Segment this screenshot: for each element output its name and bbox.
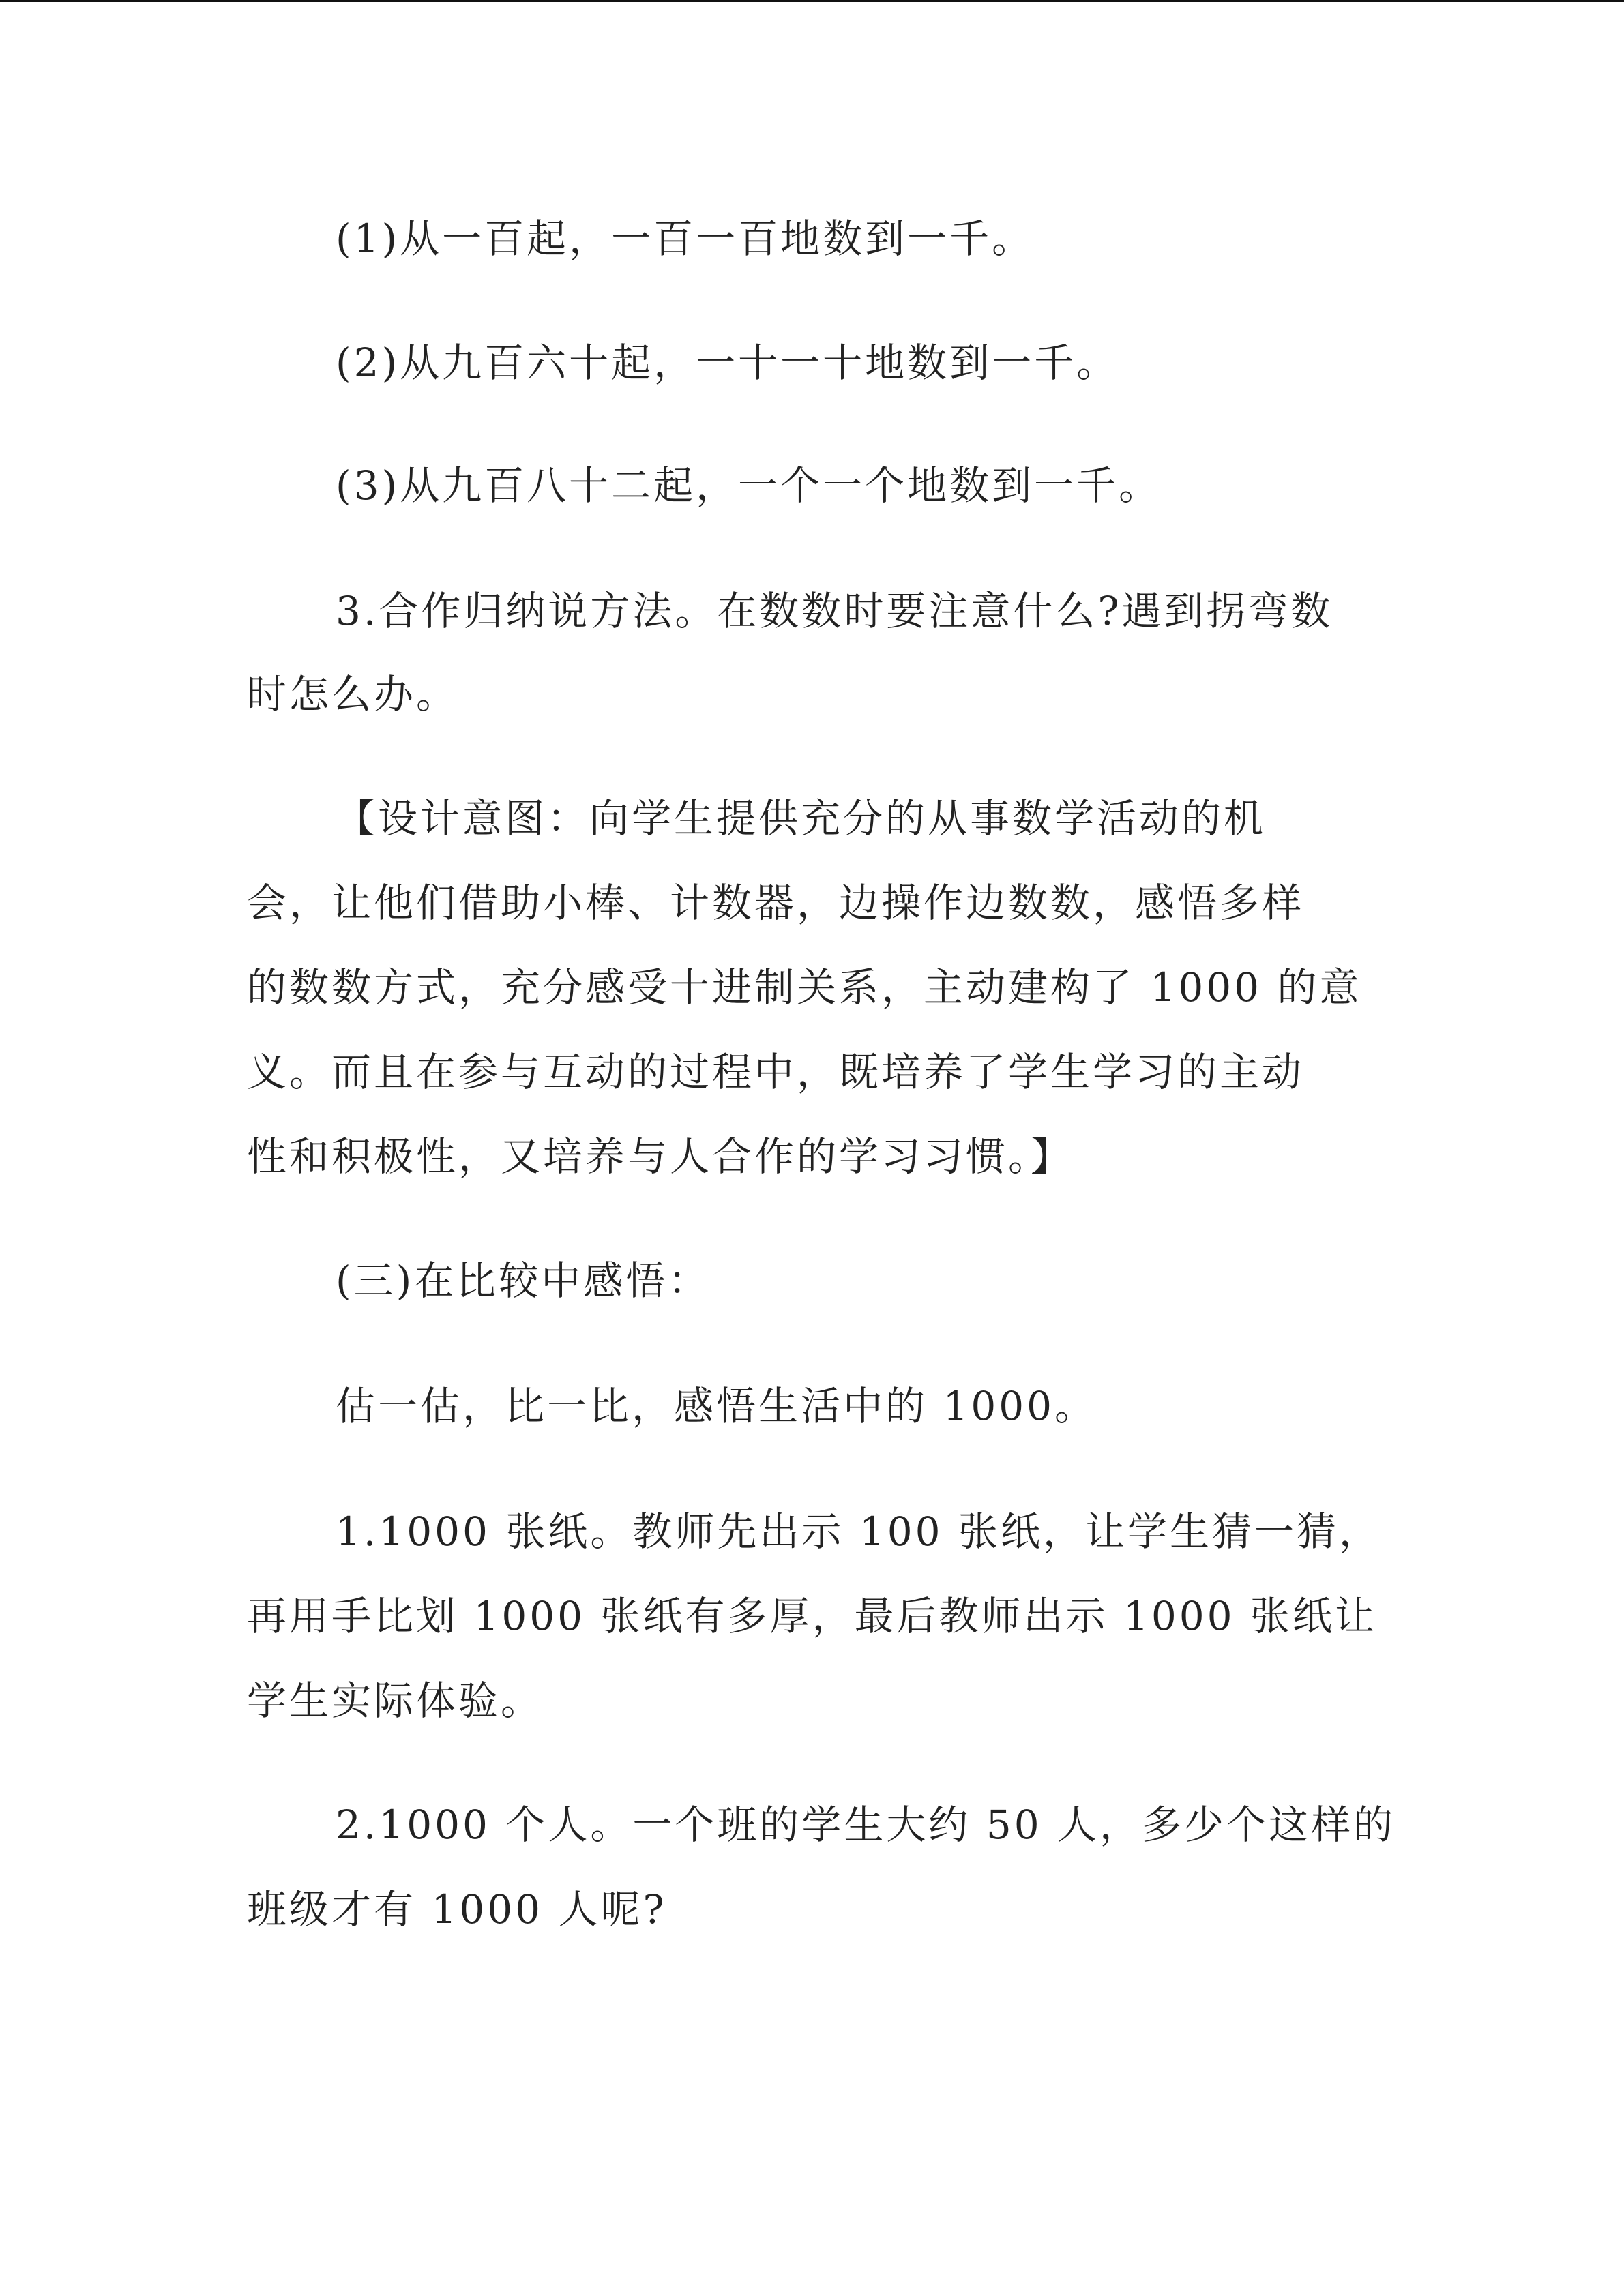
- estimate-intro-line: 估一估，比一比，感悟生活中的 1000。: [336, 1383, 1097, 1429]
- paper-example-line-1: 1.1000 张纸。教师先出示 100 张纸，让学生猜一猜，: [336, 1508, 1381, 1555]
- method-summary-line-1: 3.合作归纳说方法。在数数时要注意什么?遇到拐弯数: [336, 588, 1333, 634]
- design-intent-line-1: 【设计意图：向学生提供充分的从事数学活动的机: [336, 795, 1267, 841]
- method-summary-line-2: 时怎么办。: [247, 671, 459, 717]
- section-heading-comparison: (三)在比较中感悟：: [336, 1257, 711, 1304]
- paper-example-line-2: 再用手比划 1000 张纸有多厚，最后教师出示 1000 张纸让: [247, 1593, 1377, 1639]
- count-step-1-line: (1)从一百起，一百一百地数到一千。: [336, 215, 1035, 262]
- people-example-line-1: 2.1000 个人。一个班的学生大约 50 人，多少个这样的: [336, 1802, 1396, 1848]
- design-intent-line-3: 的数数方式，充分感受十进制关系，主动建构了 1000 的意: [247, 964, 1362, 1011]
- paper-example-line-3: 学生实际体验。: [247, 1678, 544, 1724]
- count-step-2-line: (2)从九百六十起，一十一十地数到一千。: [336, 340, 1119, 386]
- document-page: [247, 0, 1396, 2296]
- design-intent-line-4: 义。而且在参与互动的过程中，既培养了学生学习的主动: [247, 1049, 1305, 1095]
- count-step-3-line: (3)从九百八十二起，一个一个地数到一千。: [336, 462, 1162, 509]
- design-intent-line-2: 会，让他们借助小棒、计数器，边操作边数数，感悟多样: [247, 880, 1305, 926]
- design-intent-line-5: 性和积极性，又培养与人合作的学习习惯。】: [247, 1133, 1074, 1180]
- people-example-line-2: 班级才有 1000 人呢?: [247, 1886, 667, 1933]
